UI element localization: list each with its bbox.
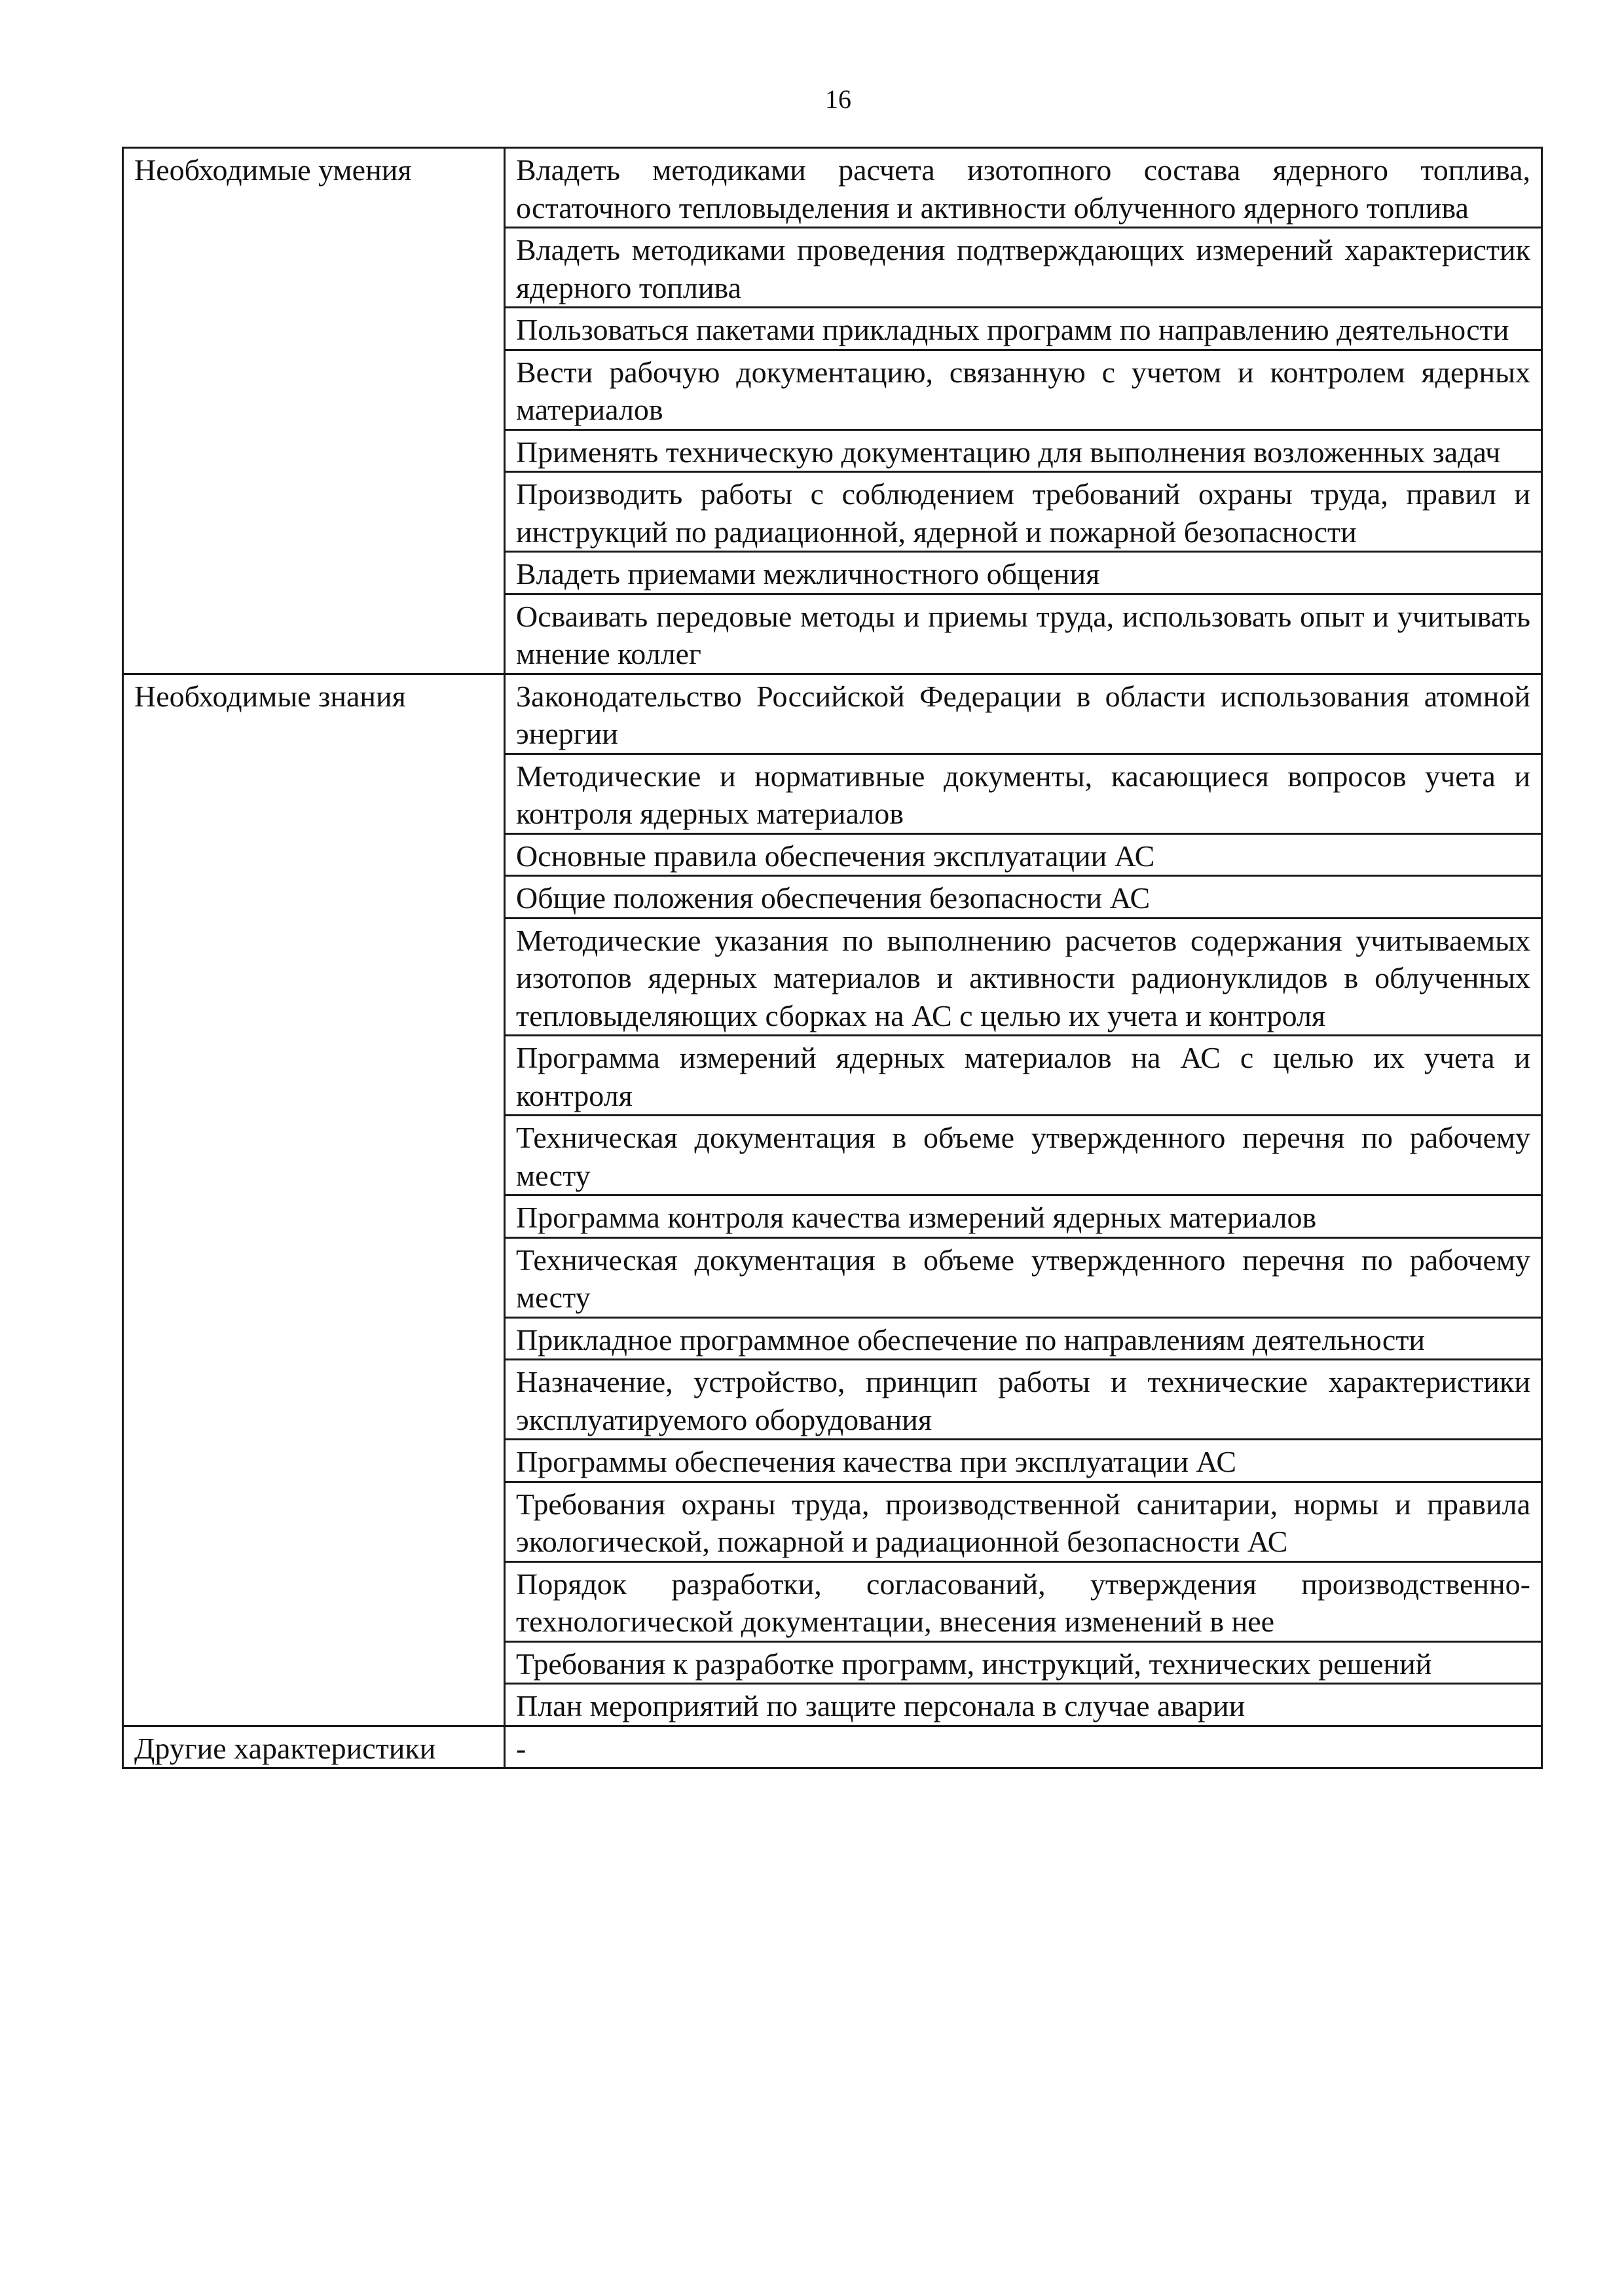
table-cell: Владеть приемами межличностного общения xyxy=(505,552,1542,594)
table-cell: Производить работы с соблюдением требований охраны труда, правил и инструкций по радиационной, ядерной и пожарной безопасности xyxy=(505,472,1542,552)
table-cell: Назначение, устройство, принцип работы и технические характеристики эксплуатируемого оборудования xyxy=(505,1360,1542,1440)
table-cell: Основные правила обеспечения эксплуатации АС xyxy=(505,833,1542,876)
table-cell: - xyxy=(505,1726,1542,1768)
table-cell: Программы обеспечения качества при эксплуатации АС xyxy=(505,1440,1542,1482)
table-cell: Требования охраны труда, производственной санитарии, нормы и правила экологической, пожарной и радиационной безопасности АС xyxy=(505,1482,1542,1561)
table-cell: Вести рабочую документацию, связанную с учетом и контролем ядерных материалов xyxy=(505,350,1542,429)
page-number: 16 xyxy=(825,84,851,114)
table-cell: Осваивать передовые методы и приемы труда, использовать опыт и учитывать мнение коллег xyxy=(505,594,1542,674)
table-cell: Владеть методиками расчета изотопного состава ядерного топлива, остаточного тепловыделения и активности облученного ядерного топлива xyxy=(505,148,1542,228)
section-label-knowledge: Необходимые знания xyxy=(123,674,505,1726)
table-cell: Требования к разработке программ, инструкций, технических решений xyxy=(505,1641,1542,1684)
table-row xyxy=(123,674,1542,754)
table-cell: Программа измерений ядерных материалов на АС с целью их учета и контроля xyxy=(505,1036,1542,1116)
table-cell: Методические указания по выполнению расчетов содержания учитываемых изотопов ядерных материалов и активности радионуклидов в облученных тепловыделяющих сборках на АС с целью их учета и контроля xyxy=(505,918,1542,1036)
table-cell: План мероприятий по защите персонала в случае аварии xyxy=(505,1684,1542,1726)
section-label-other: Другие характеристики xyxy=(123,1726,505,1768)
table-cell: Общие положения обеспечения безопасности АС xyxy=(505,876,1542,919)
table-cell: Методические и нормативные документы, касающиеся вопросов учета и контроля ядерных материалов xyxy=(505,754,1542,833)
table-cell: Порядок разработки, согласований, утверждения производственно-технологической документации, внесения изменений в нее xyxy=(505,1561,1542,1641)
qualification-table xyxy=(122,147,1543,1769)
table-cell: Пользоваться пакетами прикладных программ по направлению деятельности xyxy=(505,308,1542,350)
table-cell: Законодательство Российской Федерации в области использования атомной энергии xyxy=(505,674,1542,754)
table-cell: Техническая документация в объеме утвержденного перечня по рабочему месту xyxy=(505,1237,1542,1317)
table-row xyxy=(123,1726,1542,1768)
table-row xyxy=(123,148,1542,228)
table-cell: Владеть методиками проведения подтверждающих измерений характеристик ядерного топлива xyxy=(505,228,1542,308)
table-cell: Применять техническую документацию для выполнения возложенных задач xyxy=(505,429,1542,472)
section-label-skills: Необходимые умения xyxy=(123,148,505,674)
table-cell: Техническая документация в объеме утвержденного перечня по рабочему месту xyxy=(505,1116,1542,1195)
table-cell: Прикладное программное обеспечение по направлениям деятельности xyxy=(505,1317,1542,1360)
qualification-table-body xyxy=(123,148,1542,1768)
table-cell: Программа контроля качества измерений ядерных материалов xyxy=(505,1195,1542,1238)
